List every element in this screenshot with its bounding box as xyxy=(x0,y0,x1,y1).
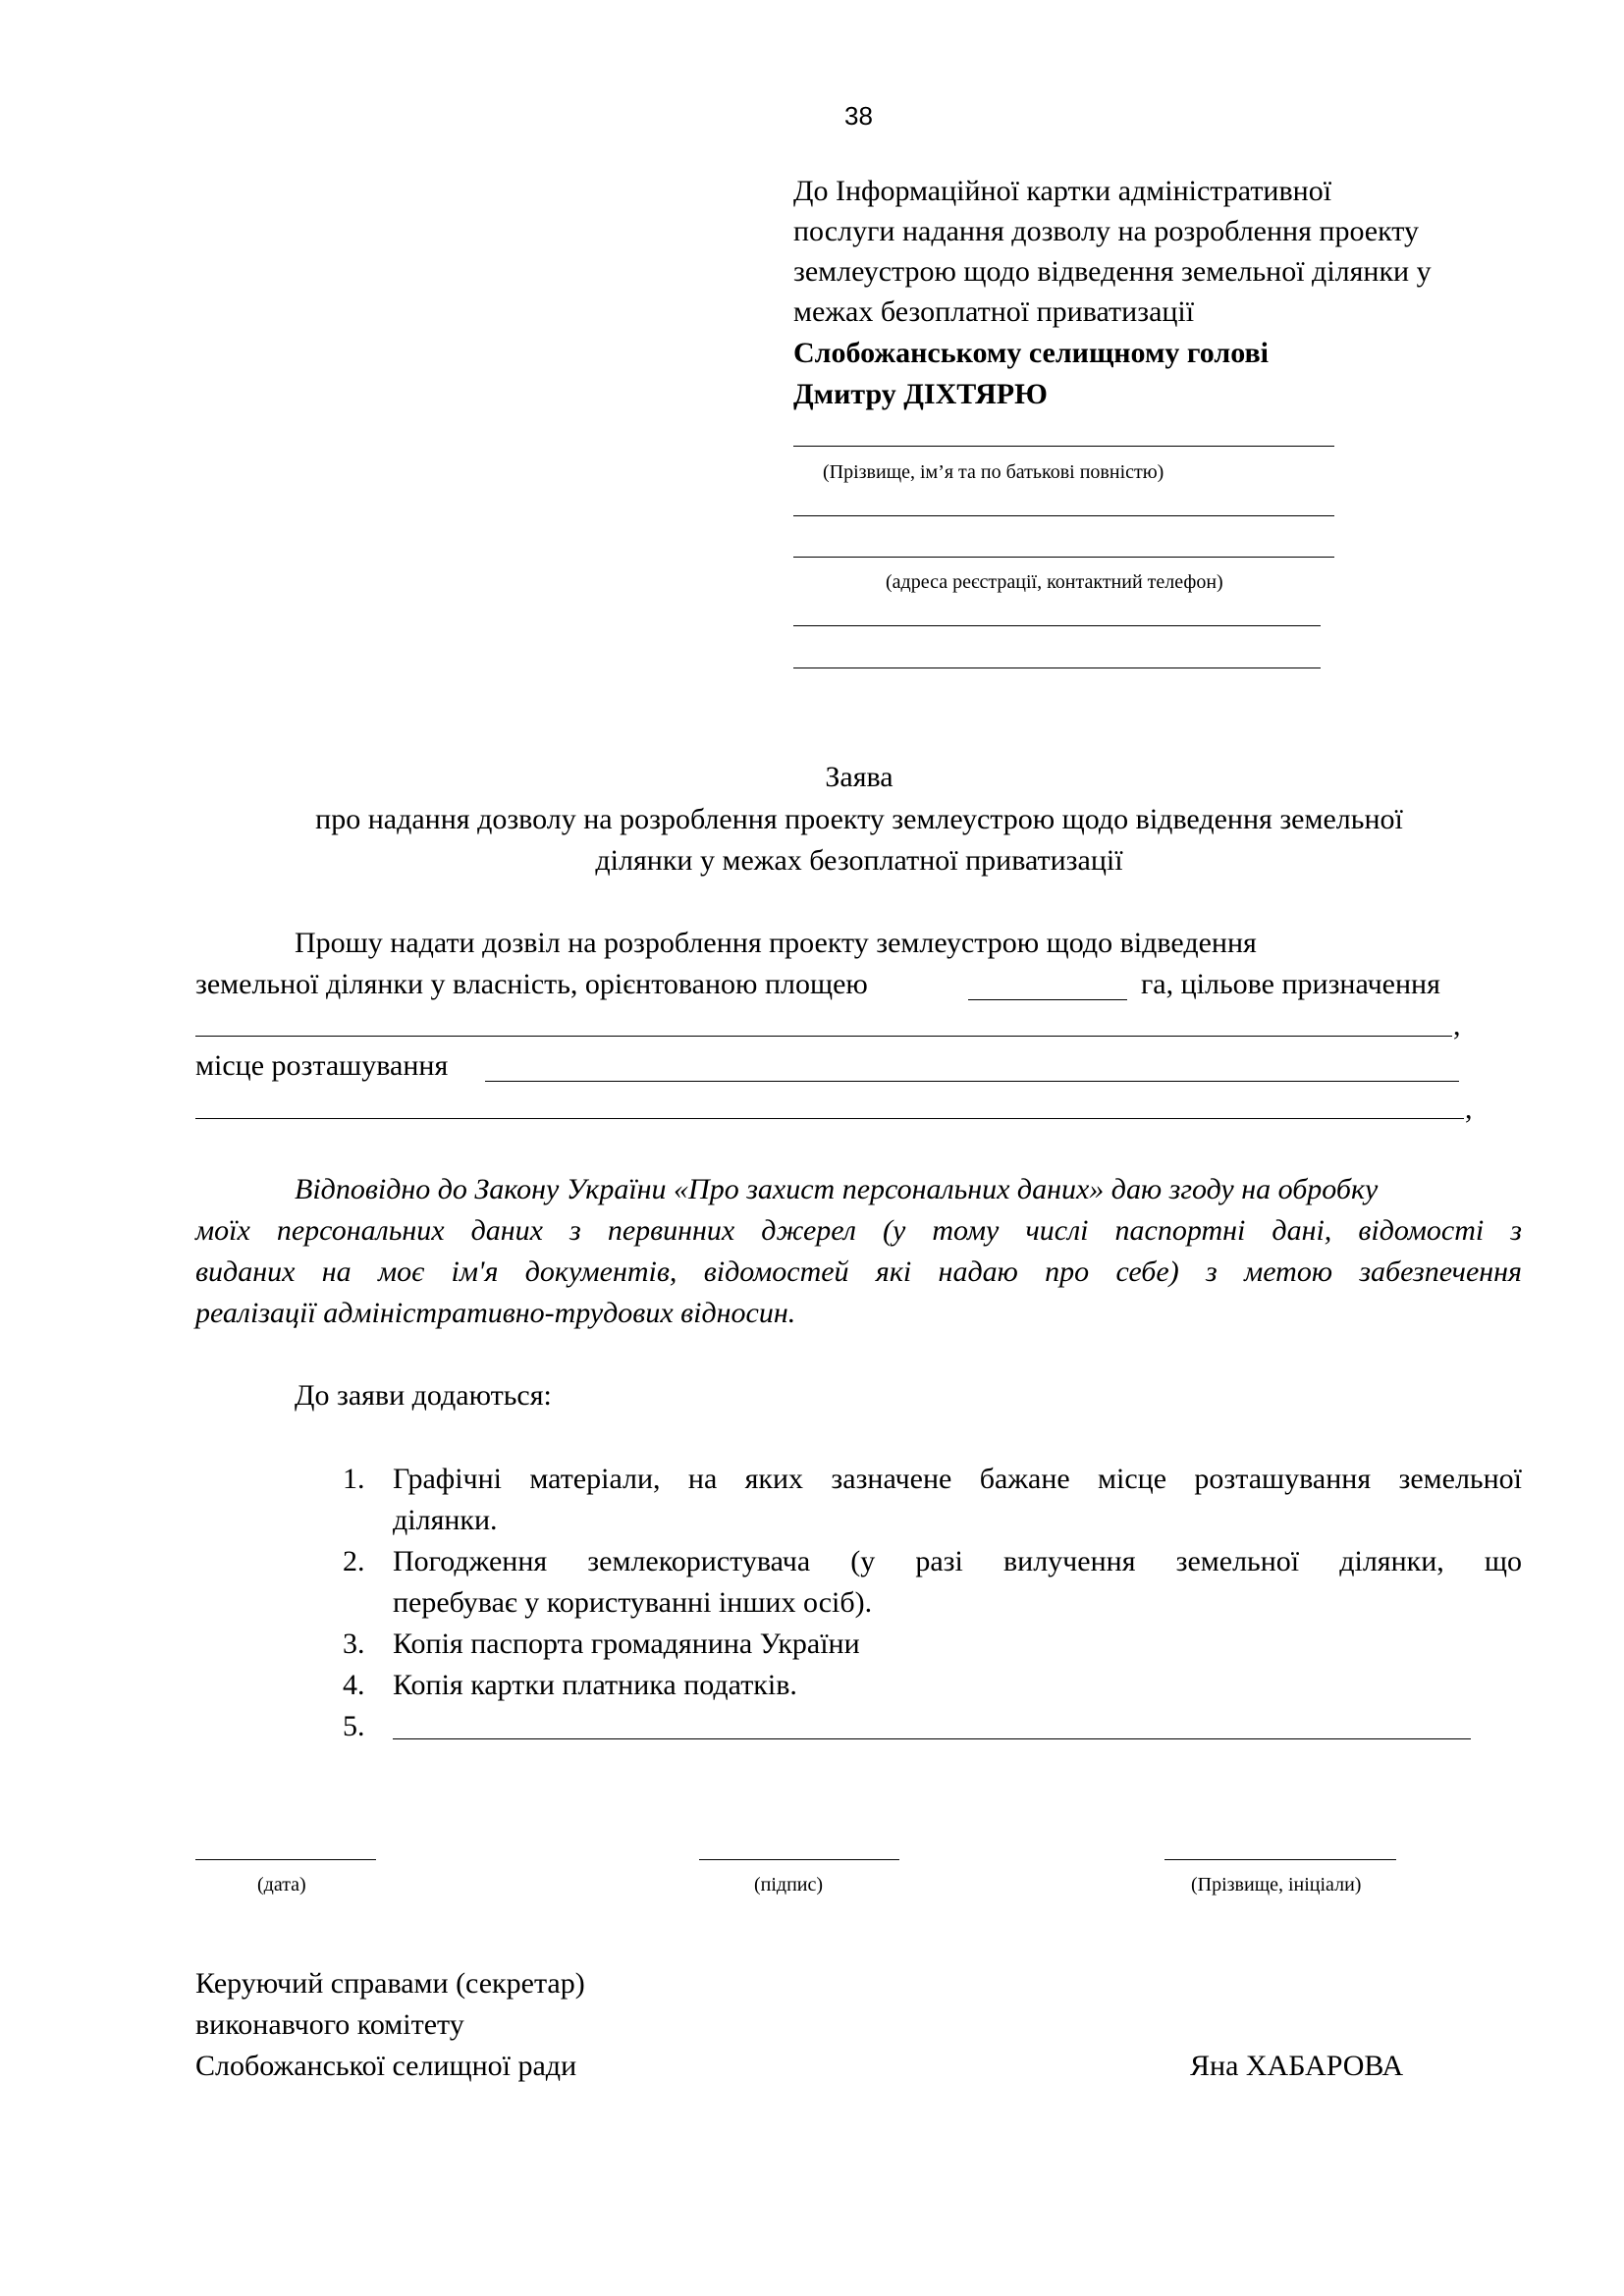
attachment-item-1-line-1: Графічні матеріали, на яких зазначене бажане місце розташування земельної xyxy=(393,1463,1522,1495)
request-line-1: Прошу надати дозвіл на розроблення проекту землеустрою щодо відведення xyxy=(295,927,1257,959)
request-line-2b: га, цільове призначення xyxy=(1141,968,1440,1000)
header-line-1: До Інформаційної картки адміністративної xyxy=(793,175,1332,207)
applicant-name-hint: (Прізвище, ім’я та по батькові повністю) xyxy=(823,461,1164,483)
attachment-number: 2. xyxy=(343,1545,365,1577)
consent-line-3: виданих на моє ім'я документів, відомостей які надаю про себе) з метою забезпечення xyxy=(195,1255,1522,1288)
attachment-item-5-field[interactable] xyxy=(393,1738,1471,1739)
attachment-item-2-line-1: Погодження землекористувача (у разі вилучення земельної ділянки, що xyxy=(393,1545,1522,1577)
location-comma: , xyxy=(1465,1093,1473,1125)
applicant-name-line[interactable] xyxy=(793,446,1334,447)
attachment-number: 4. xyxy=(343,1669,365,1701)
attachment-item-4: Копія картки платника податків. xyxy=(393,1669,797,1701)
addressee-title: Слобожанському селищному голові xyxy=(793,337,1270,369)
attachment-item-2-line-2: перебуває у користуванні інших осіб). xyxy=(393,1586,873,1619)
attachment-number: 3. xyxy=(343,1628,365,1660)
signature-label: (підпис) xyxy=(754,1874,824,1896)
area-field[interactable] xyxy=(968,999,1127,1000)
header-line-2: послуги надання дозволу на розроблення проекту xyxy=(793,215,1420,247)
request-line-2a: земельної ділянки у власність, орієнтованою площею xyxy=(195,968,868,1000)
document-subtitle-1: про надання дозволу на розроблення проекту землеустрою щодо відведення земельної xyxy=(315,803,1403,835)
applicant-line-2[interactable] xyxy=(793,515,1334,516)
signature-field[interactable] xyxy=(699,1859,899,1860)
date-label: (дата) xyxy=(257,1874,306,1896)
consent-line-2: моїх персональних даних з первинних джерел (у тому числі паспортні дані, відомості з xyxy=(195,1214,1522,1247)
purpose-field[interactable] xyxy=(195,1036,1452,1037)
attachment-item-1-line-2: ділянки. xyxy=(393,1504,498,1536)
document-subtitle-2: ділянки у межах безоплатної приватизації xyxy=(595,844,1123,877)
header-line-3: землеустрою щодо відведення земельної ділянки у xyxy=(793,255,1432,288)
footer-position-2: виконавчого комітету xyxy=(195,2008,464,2041)
date-field[interactable] xyxy=(195,1859,376,1860)
initials-field[interactable] xyxy=(1164,1859,1396,1860)
attachment-item-3: Копія паспорта громадянина України xyxy=(393,1628,860,1660)
consent-line-1: Відповідно до Закону України «Про захист персональних даних» даю згоду на обробку xyxy=(295,1173,1379,1205)
applicant-address-line-1[interactable] xyxy=(793,625,1321,626)
addressee-name: Дмитру ДІХТЯРЮ xyxy=(793,378,1048,410)
attachment-number: 1. xyxy=(343,1463,365,1495)
location-label: місце розташування xyxy=(195,1049,449,1082)
document-title: Заява xyxy=(825,761,893,793)
attachments-heading: До заяви додаються: xyxy=(295,1379,552,1412)
applicant-address-line-2[interactable] xyxy=(793,667,1321,668)
footer-signatory-name: Яна ХАБАРОВА xyxy=(1190,2050,1404,2082)
purpose-comma: , xyxy=(1453,1009,1461,1041)
consent-line-4: реалізації адміністративно-трудових відносин. xyxy=(195,1297,796,1329)
applicant-address-hint: (адреса реєстрації, контактний телефон) xyxy=(886,571,1223,593)
page-number: 38 xyxy=(844,101,873,131)
applicant-line-3[interactable] xyxy=(793,557,1334,558)
footer-position-1: Керуючий справами (секретар) xyxy=(195,1967,585,2000)
header-line-4: межах безоплатної приватизації xyxy=(793,295,1195,328)
location-field-2[interactable] xyxy=(195,1118,1464,1119)
footer-position-3: Слобожанської селищної ради xyxy=(195,2050,577,2082)
attachment-number: 5. xyxy=(343,1710,365,1742)
location-field[interactable] xyxy=(485,1081,1459,1082)
initials-label: (Прізвище, ініціали) xyxy=(1191,1874,1362,1896)
